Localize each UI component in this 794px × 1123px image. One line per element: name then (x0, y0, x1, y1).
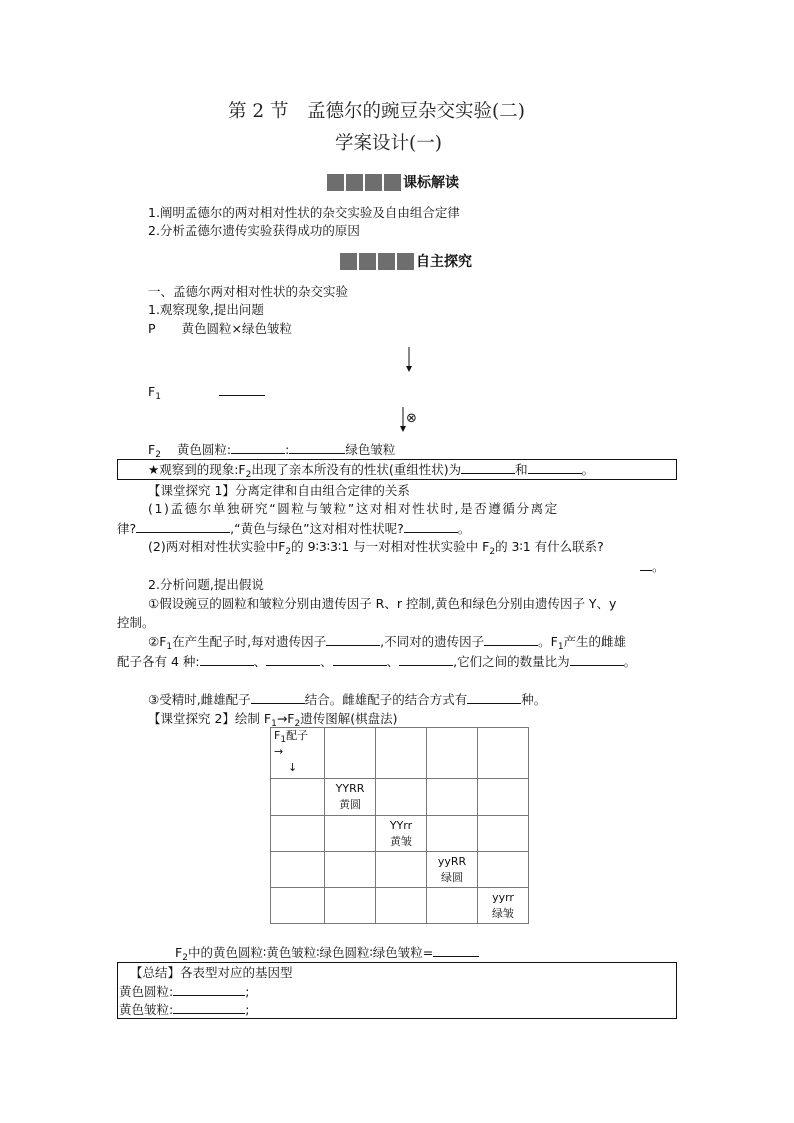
punnett-cell[interactable] (478, 816, 529, 852)
step-heading: 2.分析问题,提出假说 (148, 577, 264, 592)
punnett-cell[interactable] (376, 779, 427, 816)
summary-row-2: 黄色皱粒: ; (119, 1002, 250, 1017)
ratio-blank[interactable] (570, 653, 624, 666)
question-1-line2: 律? ,“黄色与绿色”这对相对性状呢? 。 (117, 521, 471, 536)
f1-answer-blank[interactable] (219, 383, 265, 396)
observation-blank[interactable] (528, 461, 582, 474)
page-subtitle: 学案设计(一) (335, 133, 442, 154)
p-label: P (148, 321, 156, 336)
summary-blank[interactable] (173, 983, 245, 996)
objective-item-1: 1.阐明孟德尔的两对相对性状的杂交实验及自由组合定律 (148, 205, 460, 220)
gamete-blank[interactable] (399, 653, 453, 666)
punnett-cell[interactable] (325, 888, 376, 924)
self-cross-icon: ⊗ (406, 411, 417, 426)
summary-blank[interactable] (173, 1001, 245, 1014)
punnett-cell[interactable] (427, 888, 478, 924)
f2-generation: $F_2$ 黄色圆粒: : 绿色皱粒 (148, 442, 396, 460)
down-arrow-icon: ↓ (288, 761, 298, 774)
table-row (271, 888, 529, 924)
punnett-cell[interactable] (271, 888, 325, 924)
punnett-cell[interactable] (478, 728, 529, 779)
punnett-cell[interactable] (427, 728, 478, 779)
question-2-blank[interactable] (640, 558, 652, 571)
part-heading: 一、孟德尔两对相对性状的杂交实验 (148, 284, 349, 299)
p-cross: 黄色圆粒×绿色皱粒 (181, 321, 293, 336)
banner-blocks (327, 174, 401, 191)
punnett-square (270, 727, 529, 924)
hypothesis-2-line1: $②F_1$在产生配子时,每对遗传因子 ,不同对的遗传因子 。$F_1$产生的雌雄 (148, 634, 627, 652)
hypothesis-3: ③受精时,雌雄配子 结合。雌雄配子的结合方式有 种。 (148, 692, 547, 707)
explore1-heading: 【课堂探究 1】分离定律和自由组合定律的关系 (148, 483, 410, 498)
observation-text: ★观察到的现象$:F_2$出现了亲本所没有的性状(重组性状)为 和 。 (148, 462, 595, 480)
punnett-cell-yyrr-mixed: YYrr 黄皱 (376, 816, 427, 852)
punnett-corner: $F_1$配子 → ↓ (271, 728, 325, 779)
section-banner-curriculum (327, 172, 459, 192)
punnett-cell-yyrr-lower: yyRR 绿圆 (427, 852, 478, 888)
punnett-cell[interactable] (376, 888, 427, 924)
f2-answer-blank[interactable] (231, 441, 285, 454)
punnett-cell[interactable] (325, 816, 376, 852)
p-generation (148, 320, 292, 338)
gamete-blank[interactable] (333, 653, 387, 666)
f2-label: F (148, 442, 156, 457)
observation-blank[interactable] (461, 461, 515, 474)
summary-heading: 【总结】各表型对应的基因型 (130, 965, 293, 980)
punnett-cell[interactable] (271, 852, 325, 888)
question-1-blank[interactable] (404, 520, 458, 533)
punnett-cell[interactable] (427, 779, 478, 816)
punnett-cell[interactable] (325, 728, 376, 779)
ratio-answer-blank[interactable] (433, 944, 479, 957)
punnett-cell[interactable] (478, 779, 529, 816)
section-banner-explore (340, 251, 472, 271)
hypothesis-blank[interactable] (467, 691, 521, 704)
punnett-cell[interactable] (376, 728, 427, 779)
punnett-cell-yyrr-upper: YYRR 黄圆 (325, 779, 376, 816)
summary-row-1: 黄色圆粒: ; (119, 984, 250, 999)
step-heading: 1.观察现象,提出问题 (148, 302, 264, 317)
punnett-cell[interactable] (427, 816, 478, 852)
f1-label: F (148, 384, 156, 399)
banner-heading: 自主探究 (416, 254, 472, 270)
gamete-blank[interactable] (200, 653, 254, 666)
punnett-cell[interactable] (325, 852, 376, 888)
f1-generation: $F_1$ (148, 383, 265, 401)
punnett-cell[interactable] (376, 852, 427, 888)
hypothesis-1-line1: ①假设豌豆的圆粒和皱粒分别由遗传因子 R、r 控制,黄色和绿色分别由遗传因子 Y、y (148, 596, 617, 611)
down-arrow-icon (404, 347, 414, 373)
table-row (271, 779, 529, 816)
punnett-cell-recessive: yyrr 绿皱 (478, 888, 529, 924)
gamete-blank[interactable] (266, 653, 320, 666)
right-arrow-icon: → (274, 745, 284, 758)
page-title: 第 2 节 孟德尔的豌豆杂交实验(二) (228, 101, 525, 122)
punnett-cell[interactable] (478, 852, 529, 888)
punnett-cell[interactable] (271, 816, 325, 852)
objective-item-2: 2.分析孟德尔遗传实验获得成功的原因 (148, 223, 360, 238)
punnett-cell[interactable] (271, 779, 325, 816)
f2-ratio-question: $F_2$中的黄色圆粒∶黄色皱粒∶绿色圆粒∶绿色皱粒= (175, 944, 479, 962)
explore2-heading: 【课堂探究 2】绘制 $F_1\to F_2$遗传图解(棋盘法) (148, 711, 398, 729)
hypothesis-blank[interactable] (326, 633, 380, 646)
table-row (271, 728, 529, 779)
banner-blocks (340, 253, 414, 270)
hypothesis-blank[interactable] (251, 691, 305, 704)
hypothesis-2-line2: 配子各有 4 种: 、 、 、 ,它们之间的数量比为 。 (117, 654, 637, 669)
banner-heading: 课标解读 (403, 175, 459, 191)
hypothesis-1-line2: 控制。 (117, 615, 155, 630)
question-1-blank[interactable] (136, 520, 230, 533)
question-2: (2)两对相对性状实验中$F_2$的 9∶3∶3∶1 与一对相对性状实验中 $F_2$的 3∶1 有什么联系? (148, 539, 604, 557)
f2-answer-blank[interactable] (289, 441, 345, 454)
question-2-answer: 。 (640, 558, 665, 576)
question-1-line1: (1)孟德尔单独研究“圆粒与皱粒”这对相对性状时,是否遵循分离定 (148, 501, 559, 516)
table-row (271, 816, 529, 852)
table-row (271, 852, 529, 888)
hypothesis-blank[interactable] (484, 633, 538, 646)
